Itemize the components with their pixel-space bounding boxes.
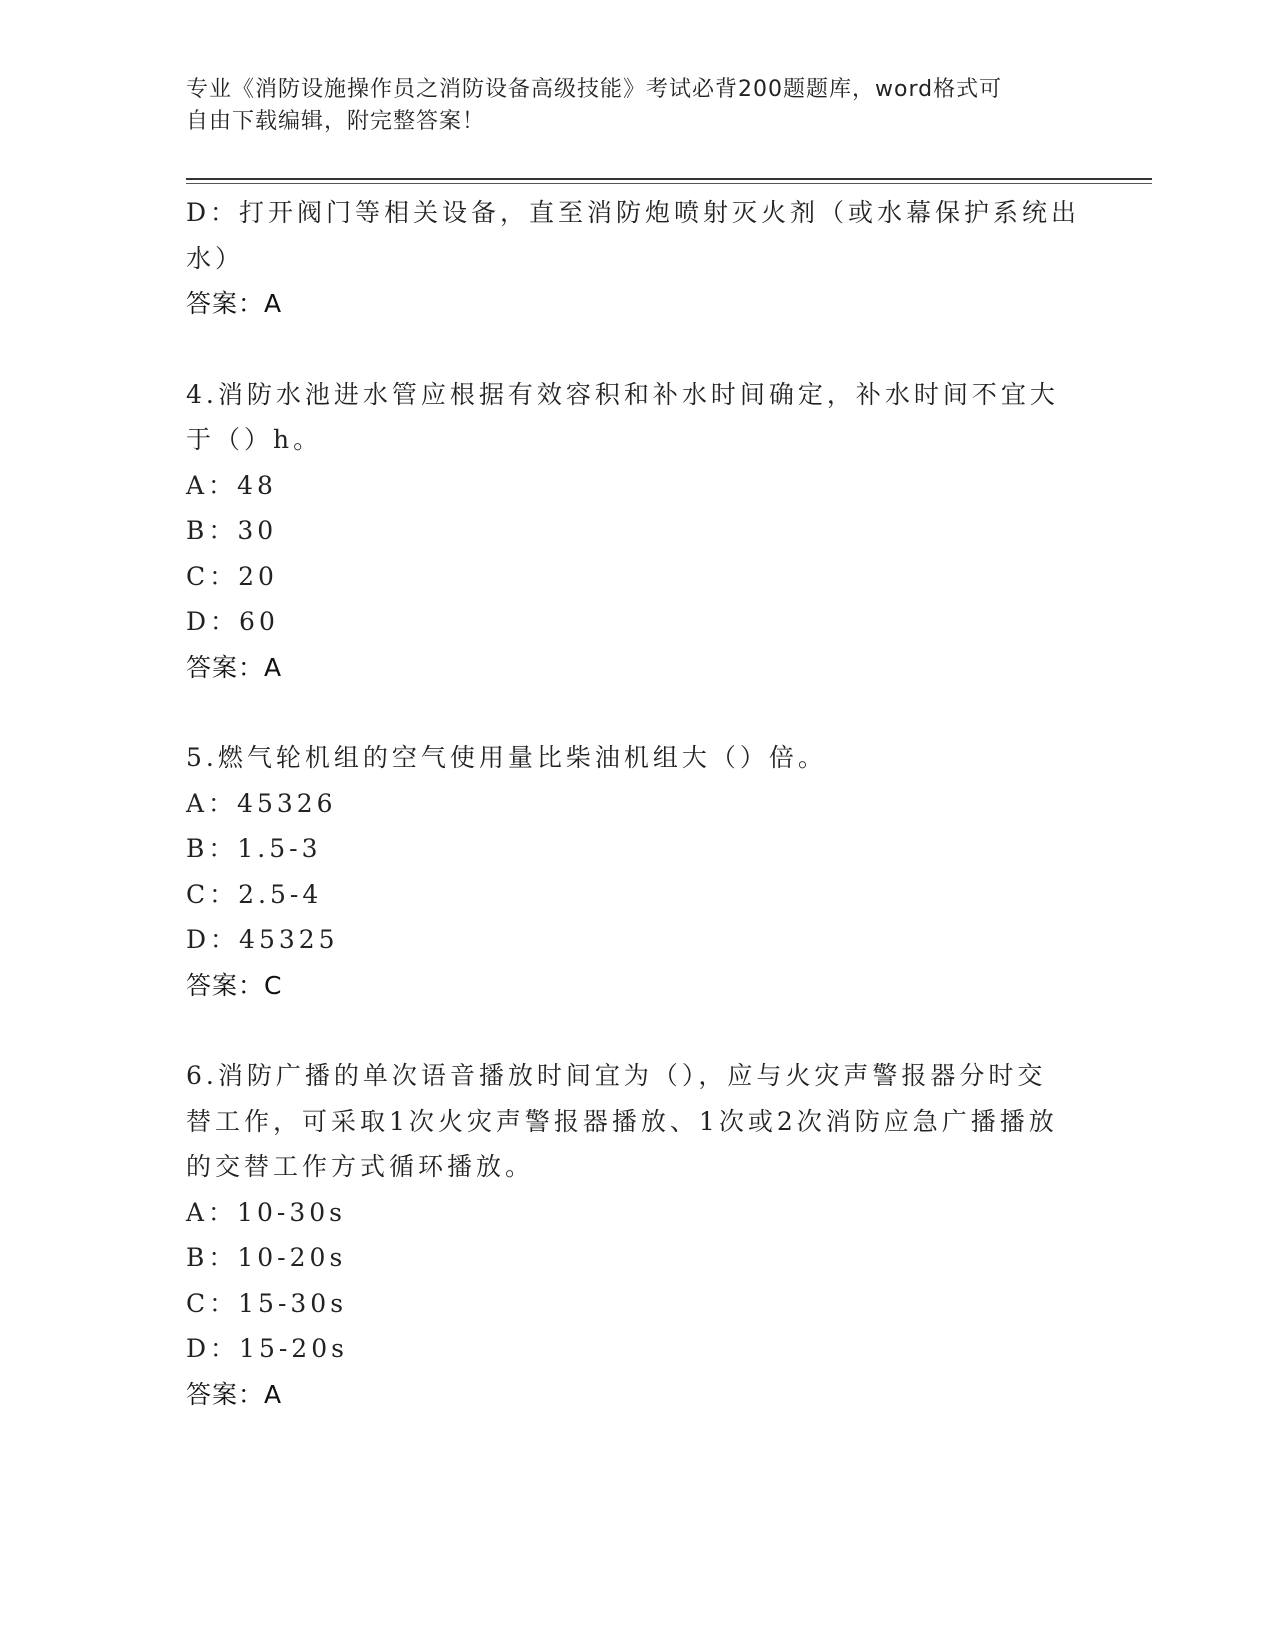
- q6-answer: 答案：A: [186, 1379, 283, 1409]
- q3-option-d-line2: 水）: [186, 243, 245, 273]
- q4-answer: 答案：A: [186, 652, 283, 682]
- header-divider-thick: [186, 178, 1152, 180]
- q5-option-b: B：1.5-3: [186, 834, 322, 863]
- question-5: [186, 735, 1086, 1008]
- q4-option-d: D：60: [186, 607, 279, 636]
- q6-stem-line1: 6.消防广播的单次语音播放时间宜为（），应与火灾声警报器分时交: [186, 1061, 1047, 1090]
- q6-stem-line2: 替工作，可采取1次火灾声警报器播放、1次或2次消防应急广播播放: [186, 1106, 1058, 1136]
- q6-option-a: A：10-30s: [186, 1197, 346, 1227]
- header-divider-thin: [186, 183, 1152, 184]
- q5-option-a: A：45326: [186, 788, 337, 818]
- q4-stem-line1: 4.消防水池进水管应根据有效容积和补水时间确定，补水时间不宜大: [186, 379, 1059, 409]
- header-line-1: 专业《消防设施操作员之消防设备高级技能》考试必背200题题库，word格式可: [186, 77, 1003, 102]
- q6-stem-line3: 的交替工作方式循环播放。: [186, 1152, 535, 1181]
- q3-answer: 答案：A: [186, 289, 283, 318]
- spacer: [186, 327, 1086, 372]
- q4-option-a: A：48: [186, 470, 277, 500]
- q4-stem-line2: 于（）h。: [186, 425, 323, 454]
- q6-option-b: B：10-20s: [186, 1243, 347, 1272]
- q5-stem-line1: 5.燃气轮机组的空气使用量比柴油机组大（）倍。: [186, 743, 827, 772]
- q6-option-d: D：15-20s: [186, 1334, 348, 1363]
- question-6: [186, 1053, 1086, 1417]
- q6-option-c: C：15-30s: [186, 1288, 348, 1318]
- document-header: [186, 74, 1086, 138]
- question-3-tail: [186, 190, 1086, 327]
- q4-option-b: B：30: [186, 516, 278, 545]
- q5-option-d: D：45325: [186, 925, 339, 954]
- q3-option-d-line1: D：打开阀门等相关设备，直至消防炮喷射灭火剂（或水幕保护系统出: [186, 198, 1081, 227]
- q4-option-c: C：20: [186, 561, 278, 591]
- q5-option-c: C：2.5-4: [186, 879, 323, 909]
- spacer: [186, 1008, 1086, 1053]
- header-line-2: 自由下载编辑，附完整答案！: [186, 109, 486, 134]
- q5-answer: 答案：C: [186, 970, 283, 1000]
- question-4: [186, 372, 1086, 691]
- spacer: [186, 690, 1086, 735]
- question-list: [186, 190, 1086, 1417]
